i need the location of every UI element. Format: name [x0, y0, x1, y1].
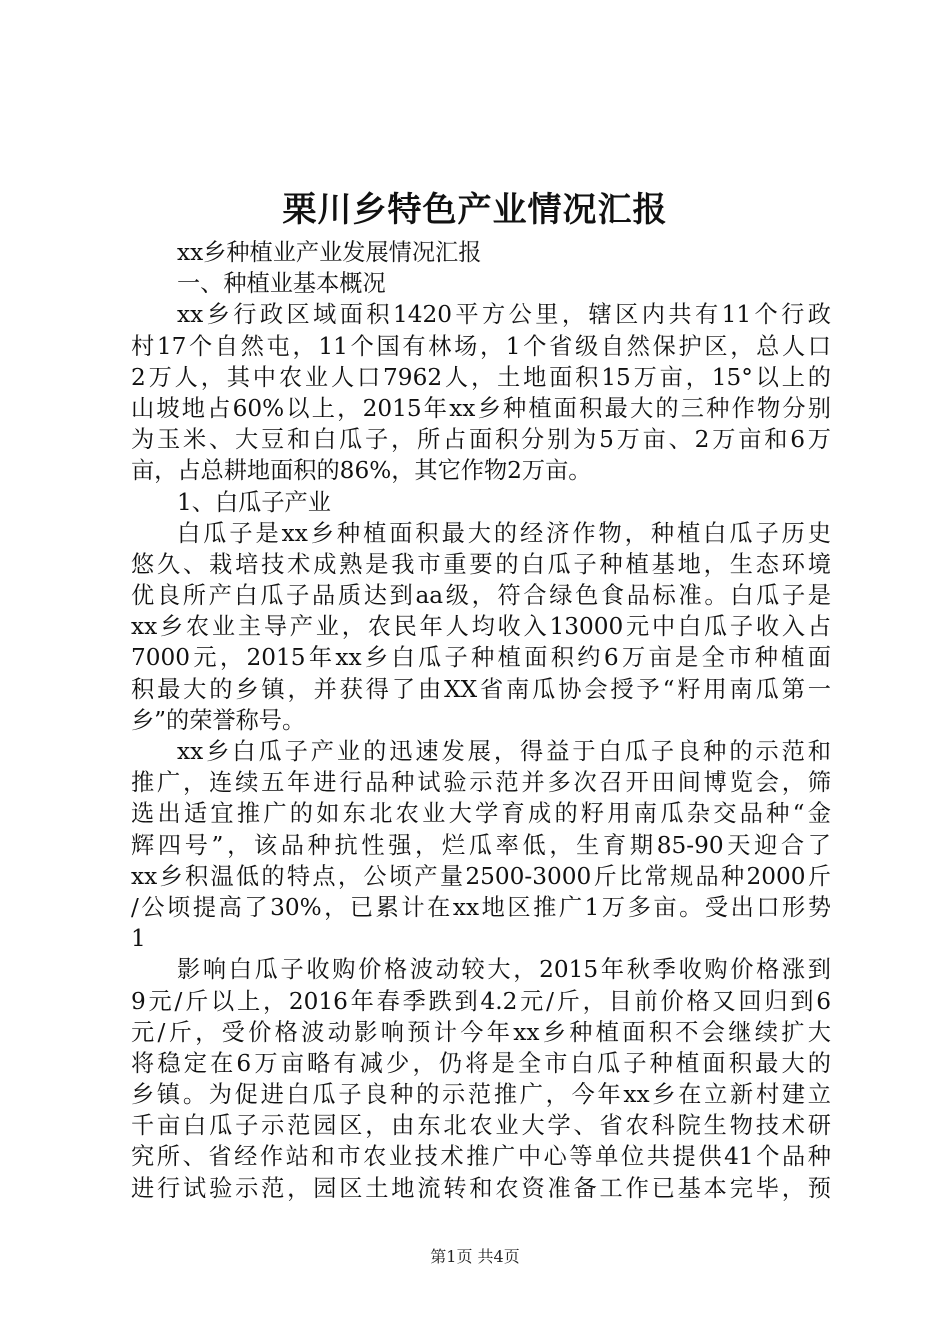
text-line: 1、白瓜子产业: [177, 488, 331, 516]
text-line: 元/斤，受价格波动影响预计今年xx乡种植面积不会继续扩大: [131, 1018, 831, 1046]
text-line: 亩，占总耕地面积的86%，其它作物2万亩。: [131, 457, 592, 485]
text-line: /公顷提高了30%，已累计在xx地区推广1万多亩。受出口形势: [131, 893, 831, 921]
text-line: 7000元，2015年xx乡白瓜子种植面积约6万亩是全市种植面: [131, 644, 831, 672]
text-line: 优良所产白瓜子品质达到aa级，符合绿色食品标准。白瓜子是: [131, 582, 831, 610]
text-line: 为玉米、大豆和白瓜子，所占面积分别为5万亩、2万亩和6万: [131, 426, 831, 454]
text-line: 影响白瓜子收购价格波动较大，2015年秋季收购价格涨到: [177, 956, 831, 984]
document-body: [131, 237, 831, 1204]
text-line: 白瓜子是xx乡种植面积最大的经济作物，种植白瓜子历史: [177, 519, 831, 547]
text-line: xx乡种植业产业发展情况汇报: [177, 239, 482, 266]
text-line: 积最大的乡镇，并获得了由XX省南瓜协会授予“籽用南瓜第一: [131, 675, 831, 703]
text-line: 推广，连续五年进行品种试验示范并多次召开田间博览会，筛: [131, 769, 831, 797]
text-line: 2万人，其中农业人口7962人，土地面积15万亩，15°以上的: [131, 363, 831, 391]
text-line: xx乡农业主导产业，农民年人均收入13000元中白瓜子收入占: [131, 613, 831, 641]
text-line: xx乡积温低的特点，公顷产量2500-3000斤比常规品种2000斤: [131, 862, 831, 890]
text-line: 村17个自然屯，11个国有林场，1个省级自然保护区，总人口: [131, 332, 831, 360]
text-line: 悠久、栽培技术成熟是我市重要的白瓜子种植基地，生态环境: [131, 550, 831, 578]
text-line: 9元/斤以上，2016年春季跌到4.2元/斤，目前价格又回归到6: [131, 987, 831, 1015]
text-line: 山坡地占60%以上，2015年xx乡种植面积最大的三种作物分别: [131, 394, 831, 422]
text-line: 将稳定在6万亩略有减少，仍将是全市白瓜子种植面积最大的: [131, 1049, 831, 1077]
text-line: 1: [131, 925, 146, 953]
text-line: 乡镇。为促进白瓜子良种的示范推广，今年xx乡在立新村建立: [131, 1081, 831, 1109]
text-line: xx乡白瓜子产业的迅速发展，得益于白瓜子良种的示范和: [177, 738, 831, 765]
text-line: 究所、省经作站和市农业技术推广中心等单位共提供41个品种: [131, 1143, 831, 1171]
text-line: 乡”的荣誉称号。: [131, 706, 306, 734]
text-line: 选出适宜推广的如东北农业大学育成的籽用南瓜杂交品种“金: [131, 800, 831, 828]
text-line: 进行试验示范，园区土地流转和农资准备工作已基本完毕，预: [131, 1174, 831, 1202]
document-title: 栗川乡特色产业情况汇报: [282, 190, 668, 230]
text-line: 辉四号”，该品种抗性强，烂瓜率低，生育期85-90天迎合了: [131, 831, 831, 859]
text-line: 一、种植业基本概况: [177, 270, 386, 298]
text-line: xx乡行政区域面积1420平方公里，辖区内共有11个行政: [177, 301, 831, 329]
page-footer: 第1页 共4页: [430, 1247, 520, 1266]
text-line: 千亩白瓜子示范园区，由东北农业大学、省农科院生物技术研: [131, 1112, 831, 1140]
